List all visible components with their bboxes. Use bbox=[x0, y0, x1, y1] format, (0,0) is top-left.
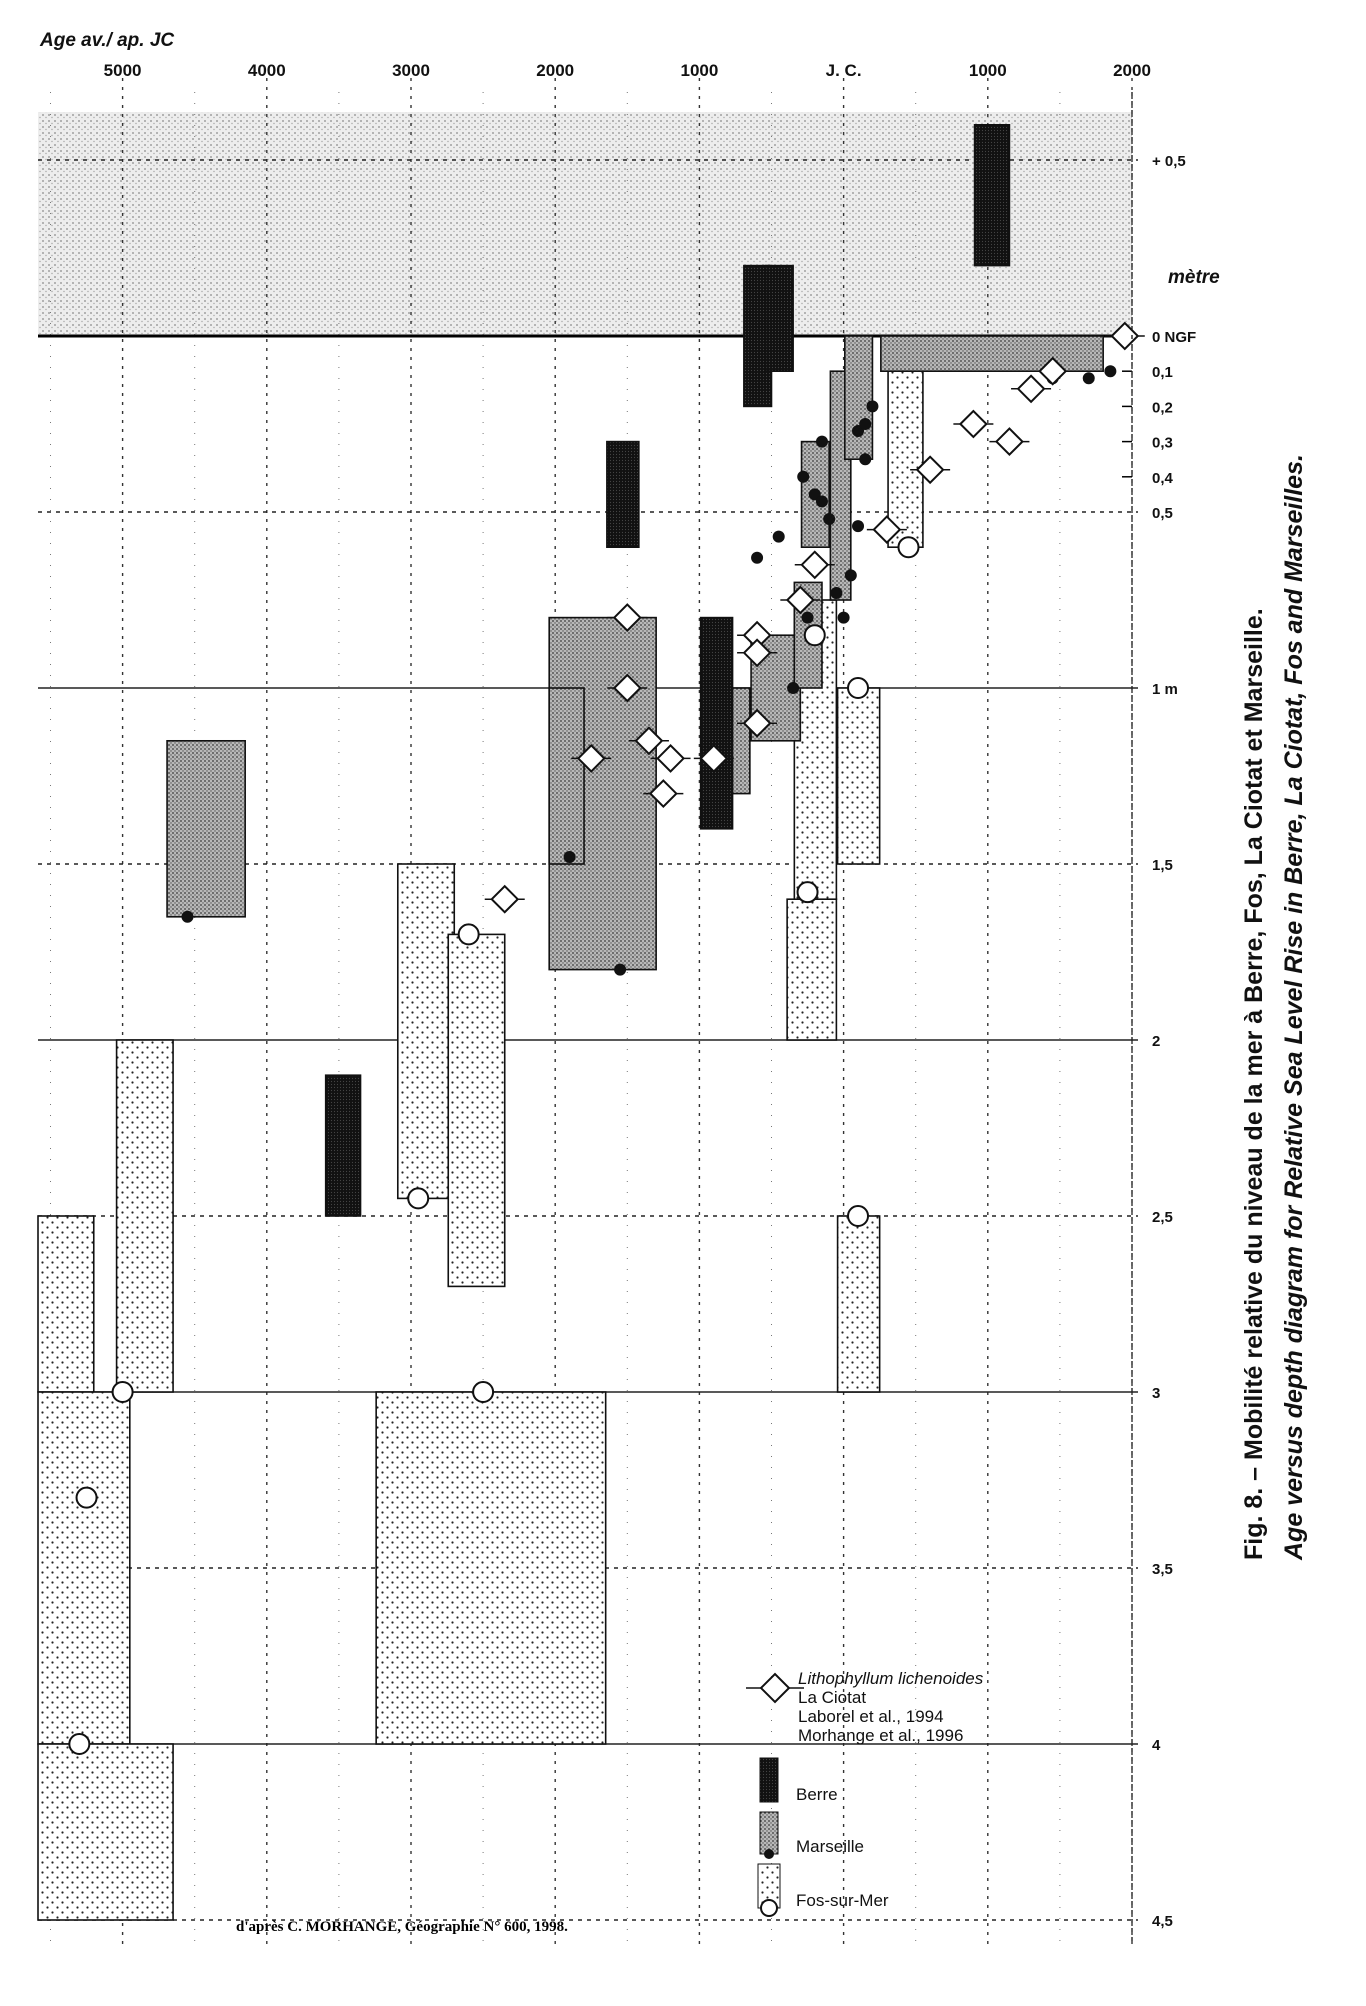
legend-fos-label: Fos-sur-Mer bbox=[796, 1891, 889, 1910]
point-lithophyllum bbox=[1018, 376, 1044, 402]
y-tick-label: 3 bbox=[1152, 1385, 1161, 1402]
x-tick-label: 1000 bbox=[680, 61, 719, 80]
point-marseille bbox=[859, 453, 871, 465]
point-lithophyllum bbox=[658, 745, 684, 771]
y-tick-label: 0,1 bbox=[1152, 364, 1173, 382]
figure-caption-en: Age versus depth diagram for Relative Sea Level Rise in Berre, La Ciotat, Fos and Marseilles. bbox=[1280, 454, 1308, 1560]
legend-lithophyllum-ref-1: Laborel et al., 1994 bbox=[798, 1707, 944, 1726]
point-fos bbox=[805, 625, 825, 645]
legend-lithophyllum-ref-2: Morhange et al., 1996 bbox=[798, 1726, 964, 1745]
legend bbox=[746, 1669, 984, 1916]
x-tick-label: 5000 bbox=[103, 61, 142, 80]
y-tick-label: 0,3 bbox=[1152, 434, 1173, 452]
point-marseille bbox=[802, 612, 814, 624]
point-lithophyllum bbox=[996, 429, 1022, 455]
point-marseille bbox=[816, 436, 828, 448]
box-fos-sur-mer bbox=[117, 1040, 173, 1392]
x-axis-title: Age av./ ap. JC bbox=[40, 30, 175, 51]
point-marseille bbox=[845, 569, 857, 581]
point-marseille bbox=[852, 520, 864, 532]
y-tick-label: + 0,5 bbox=[1152, 153, 1186, 170]
box-fos-sur-mer bbox=[838, 688, 880, 864]
box-fos-sur-mer bbox=[38, 1392, 130, 1744]
y-tick-label: 1,5 bbox=[1152, 857, 1173, 874]
point-marseille bbox=[830, 587, 842, 599]
box-fos-sur-mer bbox=[398, 864, 454, 1198]
y-tick-label: 4,5 bbox=[1152, 1913, 1173, 1930]
point-fos bbox=[848, 1206, 868, 1226]
y-tick-label: 0,5 bbox=[1152, 505, 1173, 522]
point-marseille bbox=[823, 513, 835, 525]
y-tick-label: 3,5 bbox=[1152, 1561, 1173, 1578]
figure-caption-fr: Fig. 8. – Mobilité relative du niveau de la mer à Berre, Fos, La Ciotat et Marseille. bbox=[1240, 608, 1268, 1560]
legend-lithophyllum-label: Lithophyllum lichenoides bbox=[798, 1669, 984, 1688]
box-marseille bbox=[881, 336, 1103, 371]
y-tick-label: 2 bbox=[1152, 1033, 1161, 1050]
point-marseille bbox=[773, 531, 785, 543]
box-berre bbox=[701, 618, 733, 829]
legend-lithophyllum-site: La Ciotat bbox=[798, 1688, 867, 1707]
box-berre bbox=[326, 1075, 361, 1216]
legend-berre-label: Berre bbox=[796, 1785, 838, 1804]
legend-marseille-dot-icon bbox=[764, 1849, 774, 1859]
y-tick-label: 2,5 bbox=[1152, 1209, 1173, 1226]
point-marseille bbox=[1104, 365, 1116, 377]
legend-marseille-label: Marseille bbox=[796, 1837, 865, 1856]
point-marseille bbox=[866, 400, 878, 412]
point-marseille bbox=[787, 682, 799, 694]
y-tick-label: 0,4 bbox=[1152, 469, 1173, 487]
y-tick-label: 0 NGF bbox=[1152, 329, 1197, 346]
point-marseille bbox=[614, 964, 626, 976]
legend-lithophyllum-diamond-icon bbox=[761, 1674, 789, 1702]
source-credit: d'après C. MORHANGE, Géographie N° 600, 1998. bbox=[236, 1919, 568, 1935]
point-fos bbox=[77, 1488, 97, 1508]
box-berre bbox=[766, 266, 794, 372]
point-marseille bbox=[751, 552, 763, 564]
point-fos bbox=[113, 1382, 133, 1402]
point-fos bbox=[69, 1734, 89, 1754]
point-marseille bbox=[859, 418, 871, 430]
y-tick-label: 4 bbox=[1152, 1737, 1161, 1754]
x-tick-label: 2000 bbox=[536, 61, 575, 80]
point-fos bbox=[898, 537, 918, 557]
x-tick-label: J. C. bbox=[825, 61, 862, 80]
x-tick-label: 2000 bbox=[1113, 61, 1151, 80]
box-fos-sur-mer bbox=[38, 1744, 173, 1920]
y-tick-label: 0,2 bbox=[1152, 399, 1173, 417]
x-tick-label: 1000 bbox=[968, 61, 1007, 80]
box-fos-sur-mer bbox=[448, 934, 504, 1286]
legend-fos-circle-icon bbox=[761, 1900, 777, 1916]
point-marseille bbox=[816, 495, 828, 507]
point-fos bbox=[459, 924, 479, 944]
box-fos-sur-mer bbox=[787, 899, 836, 1040]
y-tick-label: 1 m bbox=[1152, 681, 1178, 698]
x-tick-label: 4000 bbox=[247, 61, 286, 80]
box-berre bbox=[607, 442, 639, 548]
point-marseille bbox=[564, 851, 576, 863]
box-fos-sur-mer bbox=[838, 1216, 880, 1392]
above-sea-level-band bbox=[38, 112, 1132, 336]
point-marseille bbox=[181, 911, 193, 923]
point-lithophyllum bbox=[802, 552, 828, 578]
point-marseille bbox=[797, 471, 809, 483]
box-marseille bbox=[845, 336, 873, 459]
point-fos bbox=[848, 678, 868, 698]
point-marseille bbox=[1083, 372, 1095, 384]
legend-berre-swatch bbox=[760, 1758, 778, 1802]
box-marseille bbox=[549, 688, 584, 864]
point-fos bbox=[408, 1188, 428, 1208]
x-tick-label: 3000 bbox=[392, 61, 430, 80]
point-lithophyllum bbox=[960, 411, 986, 437]
point-fos bbox=[798, 882, 818, 902]
y-unit-label: mètre bbox=[1168, 267, 1220, 288]
point-lithophyllum bbox=[492, 886, 518, 912]
box-marseille bbox=[167, 741, 245, 917]
point-marseille bbox=[838, 612, 850, 624]
box-berre bbox=[975, 125, 1010, 266]
box-fos-sur-mer bbox=[376, 1392, 606, 1744]
point-fos bbox=[473, 1382, 493, 1402]
legend-marseille-swatch bbox=[760, 1812, 778, 1854]
box-fos-sur-mer bbox=[38, 1216, 94, 1392]
